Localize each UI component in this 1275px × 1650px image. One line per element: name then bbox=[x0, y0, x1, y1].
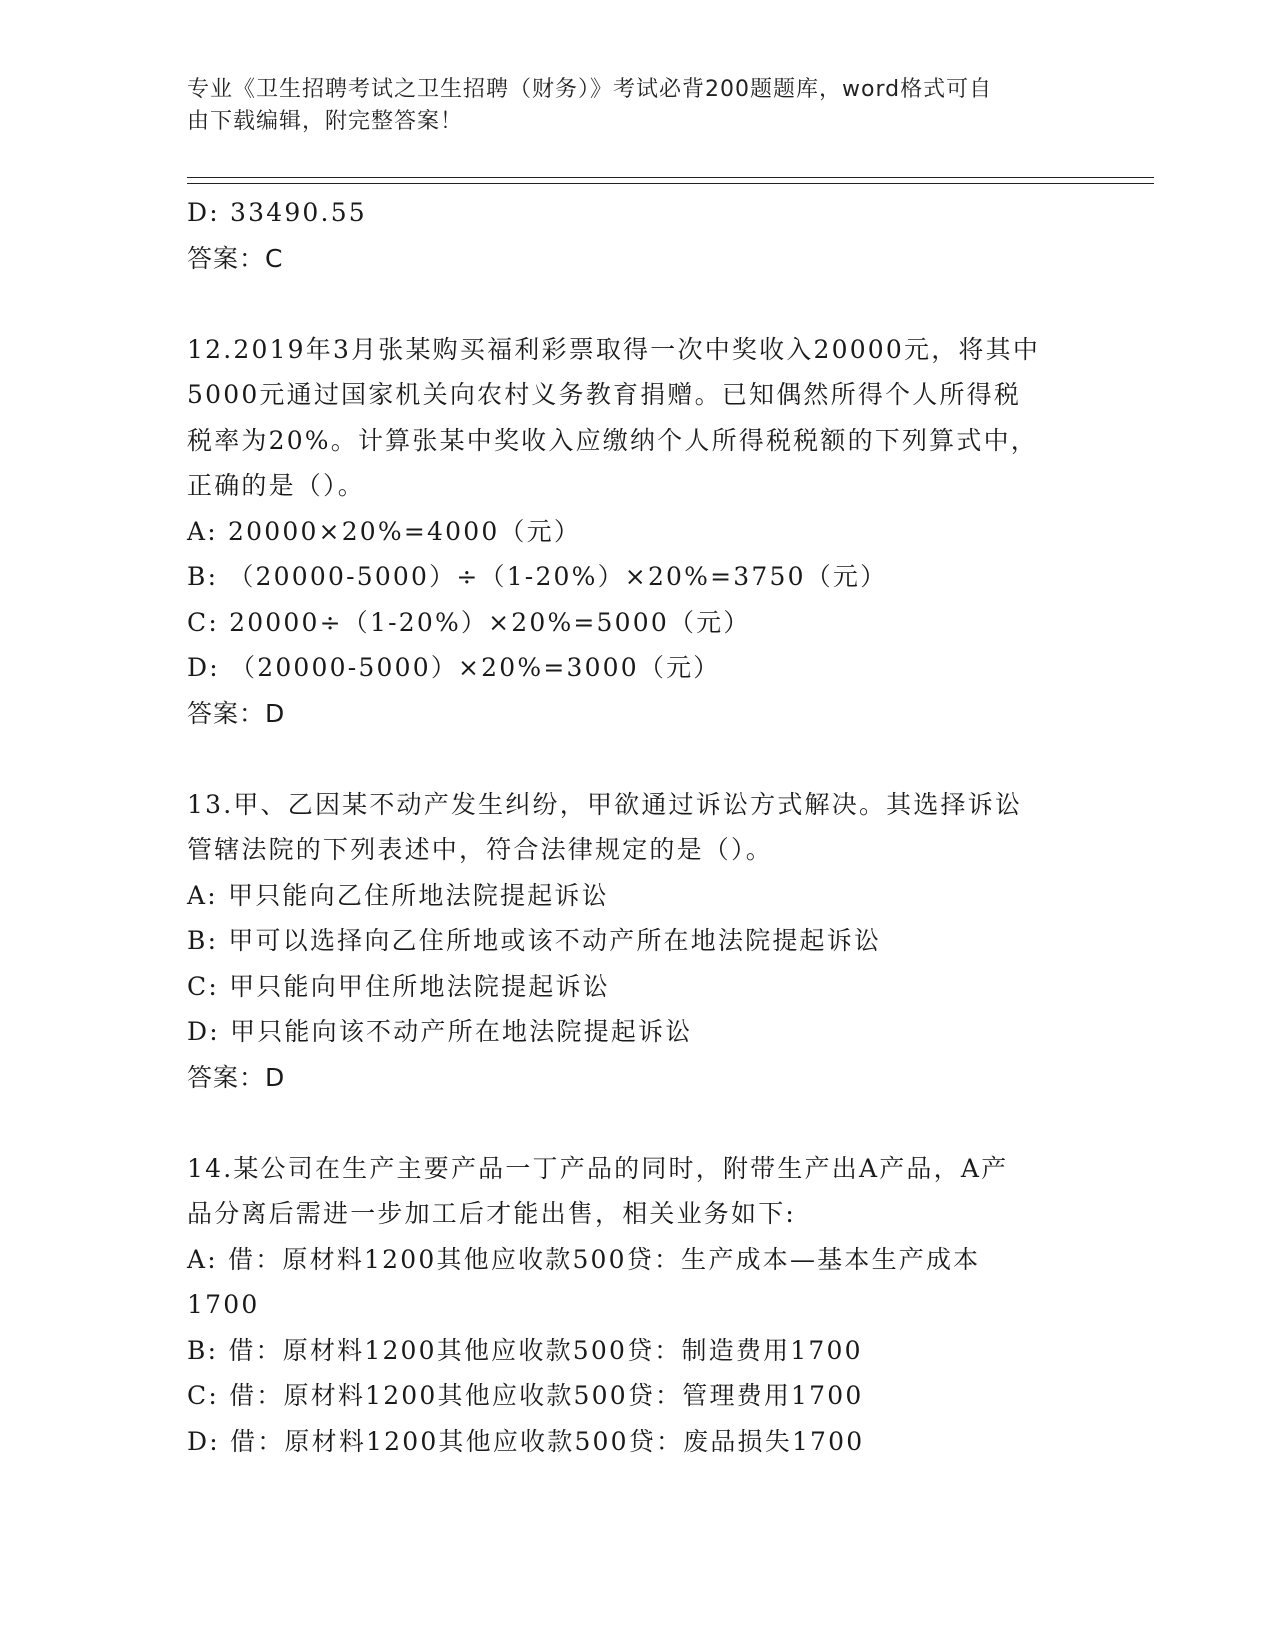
question-text-line: 管辖法院的下列表述中，符合法律规定的是（）。 bbox=[187, 835, 773, 864]
option-line: D: 33490.55 bbox=[187, 198, 367, 227]
spacer bbox=[187, 281, 1087, 327]
document-header bbox=[187, 74, 1067, 138]
option-c: C: 甲只能向甲住所地法院提起诉讼 bbox=[187, 971, 610, 1001]
spacer bbox=[187, 736, 1087, 782]
option-b: B: 甲可以选择向乙住所地或该不动产所在地法院提起诉讼 bbox=[187, 926, 882, 955]
option-d: D: （20000-5000）×20%=3000（元） bbox=[187, 653, 721, 682]
option-c: C: 借：原材料1200其他应收款500贷：管理费用1700 bbox=[187, 1381, 864, 1410]
question-text-line: 税率为20%。计算张某中奖收入应缴纳个人所得税税额的下列算式中， bbox=[187, 425, 1038, 455]
question-text-line: 14.某公司在生产主要产品一丁产品的同时，附带生产出A产品，A产 bbox=[187, 1153, 1009, 1183]
answer-line: 答案：D bbox=[187, 698, 286, 728]
question-12 bbox=[187, 327, 1087, 737]
option-b: B: 借：原材料1200其他应收款500贷：制造费用1700 bbox=[187, 1335, 863, 1365]
header-rule-bottom bbox=[187, 183, 1154, 184]
option-a: A: 甲只能向乙住所地法院提起诉讼 bbox=[187, 880, 609, 910]
option-b: B: （20000-5000）÷（1-20%）×20%=3750（元） bbox=[187, 562, 888, 591]
spacer bbox=[187, 1100, 1087, 1146]
header-line-2: 由下载编辑，附完整答案！ bbox=[187, 109, 464, 134]
option-a: A: 借：原材料1200其他应收款500贷：生产成本—基本生产成本 bbox=[187, 1244, 981, 1274]
option-a-continued: 1700 bbox=[187, 1290, 260, 1319]
option-d: D: 借：原材料1200其他应收款500贷：废品损失1700 bbox=[187, 1426, 865, 1456]
answer-line: 答案：D bbox=[187, 1062, 286, 1092]
question-text-line: 12.2019年3月张某购买福利彩票取得一次中奖收入20000元，将其中 bbox=[187, 334, 1041, 364]
document-body bbox=[187, 190, 1087, 1464]
question-text-line: 5000元通过国家机关向农村义务教育捐赠。已知偶然所得个人所得税 bbox=[187, 380, 1022, 409]
question-text-line: 13.甲、乙因某不动产发生纠纷，甲欲通过诉讼方式解决。其选择诉讼 bbox=[187, 789, 1023, 819]
option-d: D: 甲只能向该不动产所在地法院提起诉讼 bbox=[187, 1017, 693, 1046]
option-c: C: 20000÷（1-20%）×20%=5000（元） bbox=[187, 607, 751, 637]
question-text-line: 正确的是（）。 bbox=[187, 471, 365, 500]
answer-line: 答案：C bbox=[187, 243, 284, 273]
option-a: A: 20000×20%=4000（元） bbox=[187, 516, 582, 546]
header-rule-top bbox=[187, 177, 1154, 178]
header-line-1: 专业《卫生招聘考试之卫生招聘（财务）》考试必背200题题库，word格式可自 bbox=[187, 77, 993, 102]
question-text-line: 品分离后需进一步加工后才能出售，相关业务如下: bbox=[187, 1199, 797, 1228]
question-13 bbox=[187, 782, 1087, 1101]
question-14 bbox=[187, 1146, 1087, 1465]
